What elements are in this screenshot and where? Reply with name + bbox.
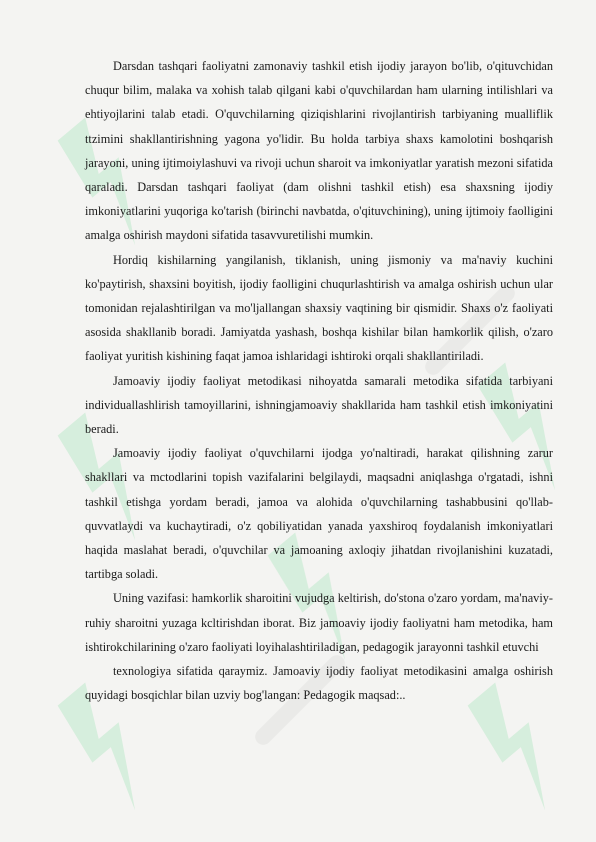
paragraph-3: Jamoaviy ijodiy faoliyat metodikasi nihoyatda samarali metodika sifatida tarbiyani individuallashlirish tamoyillarini, ishningjamoaviy shakllarida ham tashkil etish imkoniyatini beradi. — [85, 373, 553, 437]
body-text — [85, 54, 553, 707]
paragraph-1: Darsdan tashqari faoliyatni zamonaviy tashkil etish ijodiy jarayon bo'lib, o'qituvchidan chuqur bilim, malaka va xohish talab qilgani kabi o'quvchilardan ham ularning intilishlari va ehtiyojlarini talab etadi. O'quvchilarning qiziqishlarini rivojlantirish tarbiyaning mualliflik ttzimini shakllantirishning yagona yo'lidir. Bu holda tarbiya shaxs kamolotini boshqarish jarayoni, uning ijtimoiylashuvi va rivoji uchun sharoit va imkoniyatlar yaratish mezoni sifatida qaraladi. Darsdan tashqari faoliyat (dam olishni tashkil etish) esa shaxsning ijodiy imkoniyatlarini yuqoriga ko'tarish (birinchi navbatda, o'qituvchining), uning ijtimoiy faolligini amalga oshirish maydoni sifatida tasavvuretilishi mumkin. — [85, 59, 553, 243]
paragraph-4: Jamoaviy ijodiy faoliyat o'quvchilarni ijodga yo'naltiradi, harakat qilishning zarur shakllari va mctodlarini topish vazifalarini belgilaydi, maqsadni aniqlashga o'rgatadi, ishni tashkil etishga yordam beradi, jamoa va alohida o'quvchilarning tashabbusini qo'llab-quvvatlaydi va kuchaytiradi, o'z qobiliyatidan yanada yaxshiroq foydalanish imkoniyatlari haqida maslahat beradi, o'quvchilar va jamoaning axloqiy jihatdan rivojlanishini kuzatadi, tartibga soladi. — [85, 446, 553, 582]
paragraph-5: Uning vazifasi: hamkorlik sharoitini vujudga keltirish, do'stona o'zaro yordam, ma'naviy-ruhiy sharoitni yuzaga kcltirishdan iborat. Biz jamoaviy ijodiy faoliyatni ham metodika, ham ishtirokchilarining o'zaro faoliyati loyihalashtiriladigan, pedagogik jarayonni tashkil etuvchi — [85, 591, 553, 654]
paragraph-2: Hordiq kishilarning yangilanish, tiklanish, uning jismoniy va ma'naviy kuchini ko'paytirish, shaxsini boyitish, ijodiy faolligini chuqurlashtirish va amalga oshirish uchun ular tomonidan rejalashtirilgan va mo'ljallangan shaxsiy vaqtining bir qismidir. Shaxs o'z faoliyati asosida shakllanib boradi. Jamiyatda yashash, boshqa kishilar bilan hamkorlik qilish, o'zaro faoliyat yuritish kishining faqat jamoa ishlaridagi ishtiroki orqali shakllantiriladi. — [85, 252, 553, 364]
paragraph-6: texnologiya sifatida qaraymiz. Jamoaviy ijodiy faoliyat metodikasini amalga oshirish quyidagi bosqichlar bilan uzviy bog'langan: Pedagogik maqsad:.. — [85, 664, 553, 703]
